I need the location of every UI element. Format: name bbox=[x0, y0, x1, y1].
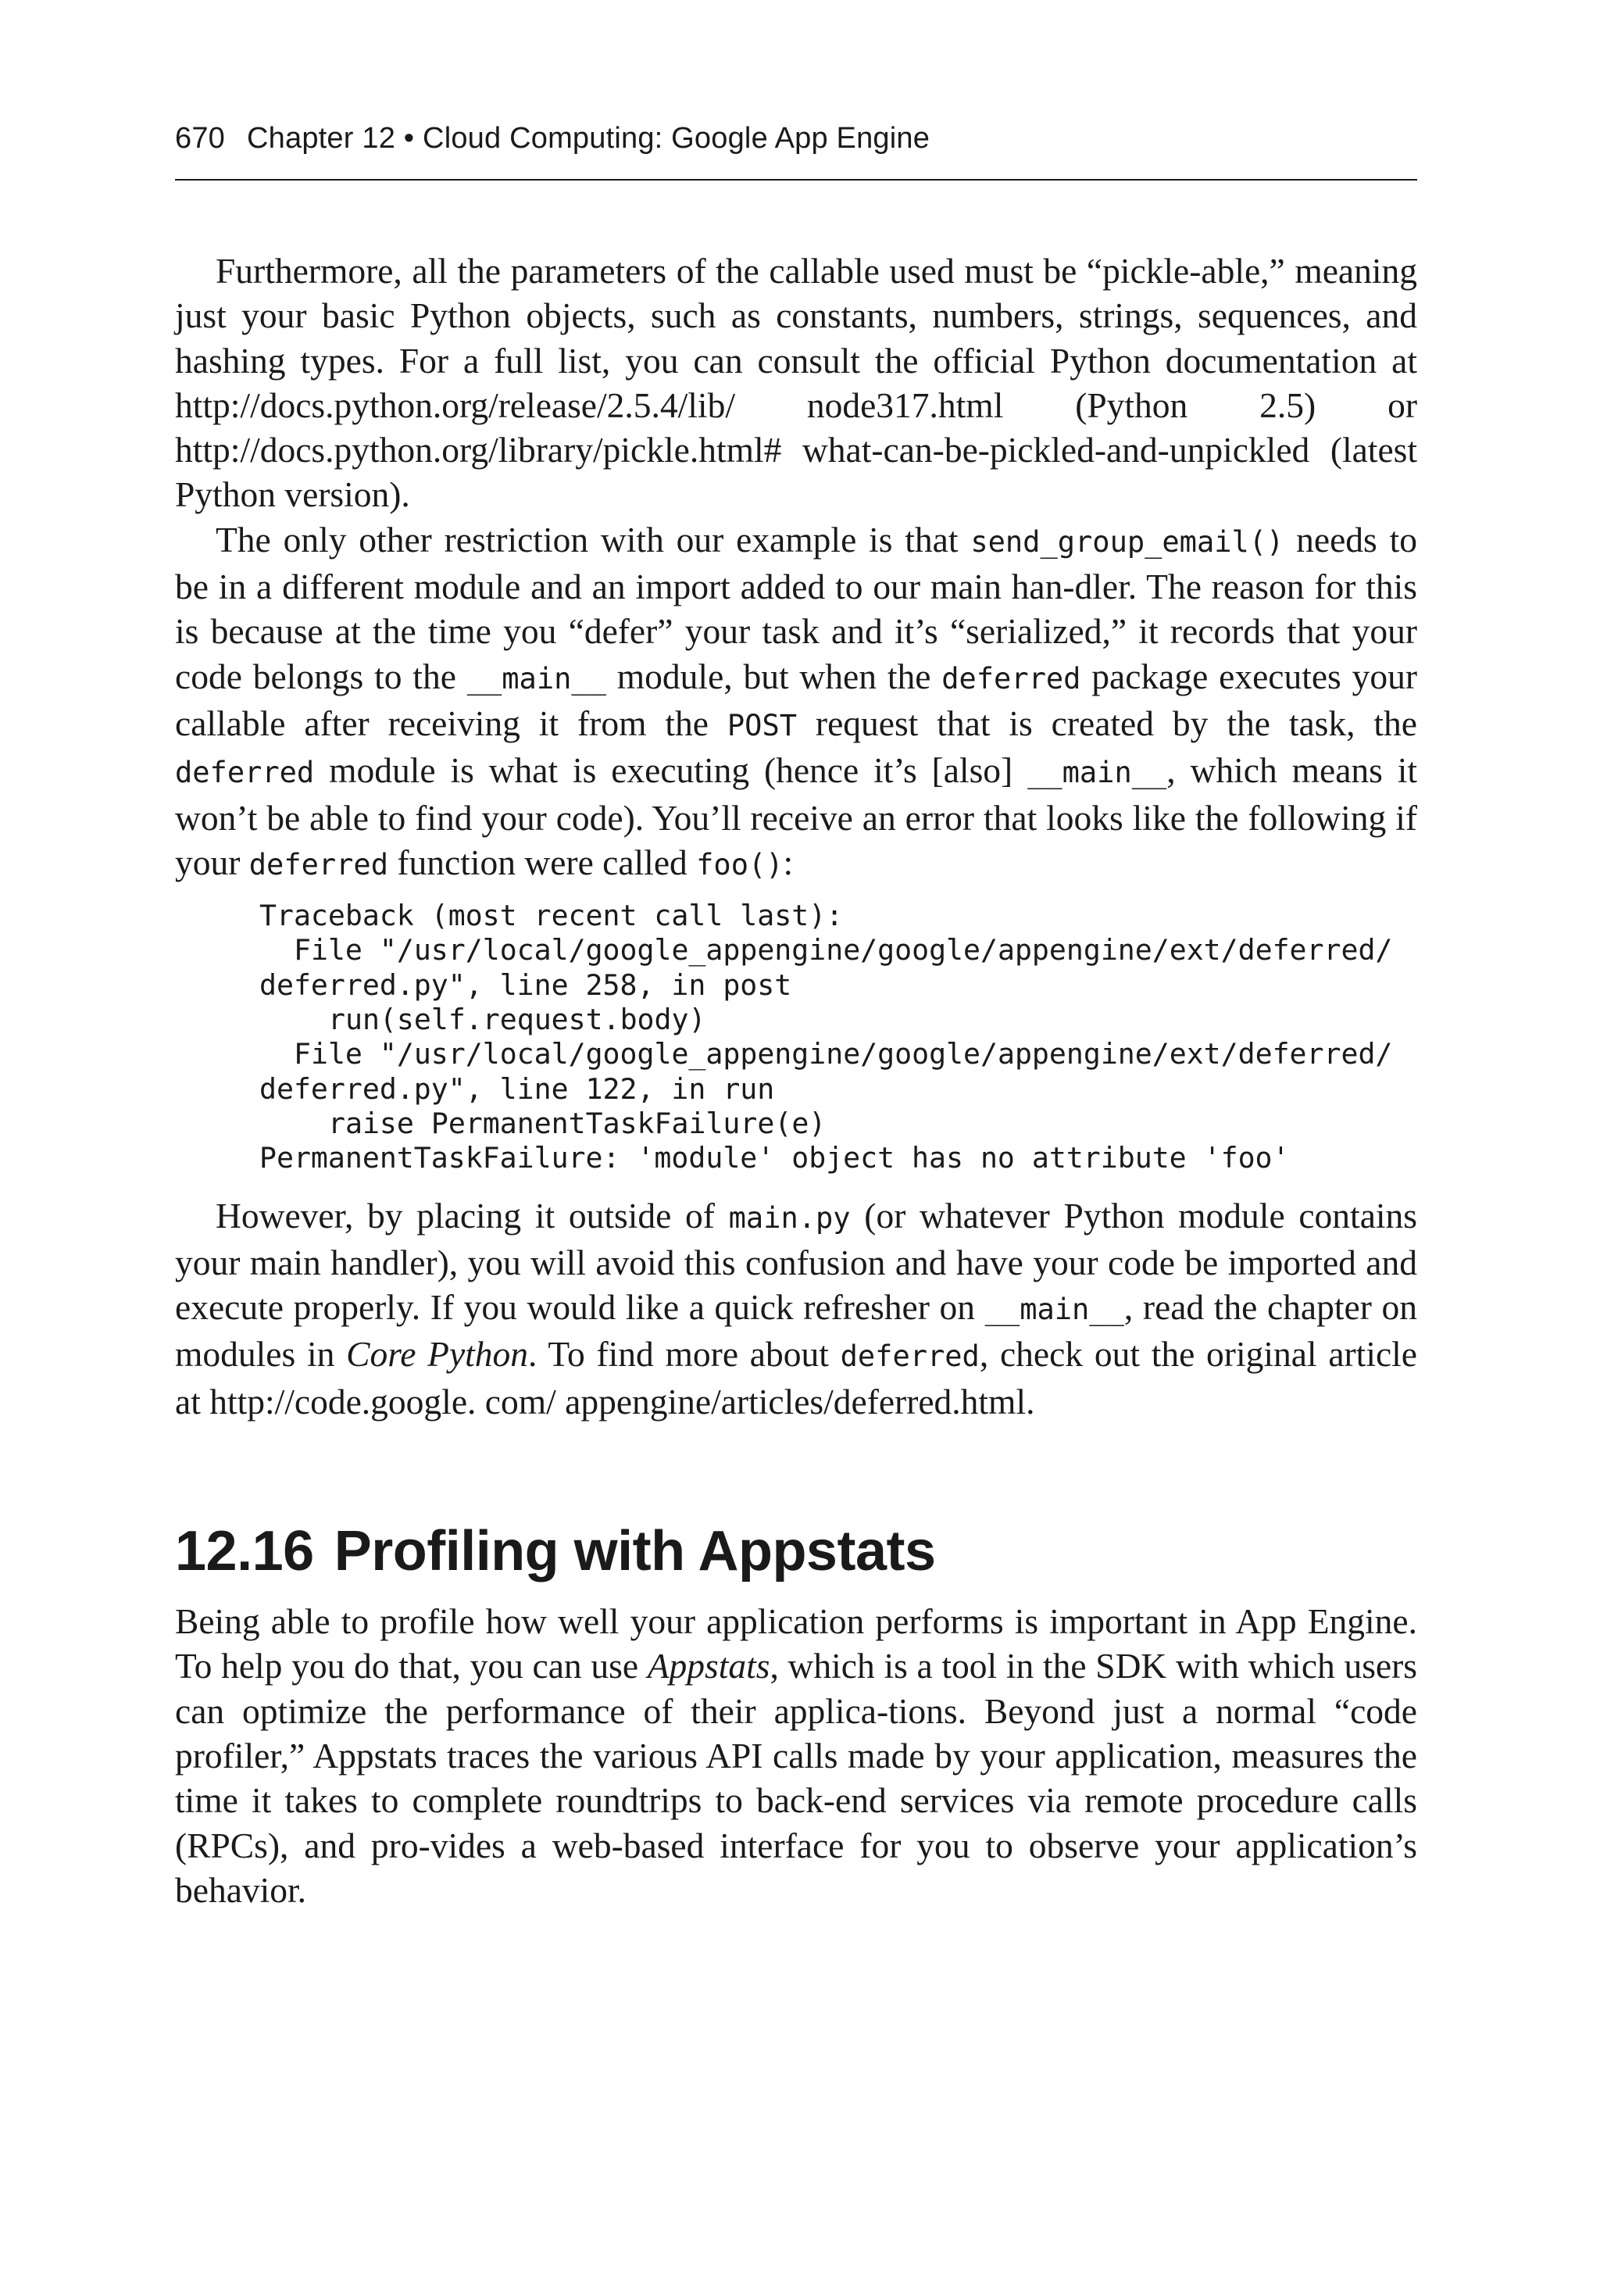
inline-code-send-group-email: send_group_email() bbox=[970, 524, 1284, 559]
chapter-title: Chapter 12 • Cloud Computing: Google App Engine bbox=[247, 122, 930, 155]
code-line: raise PermanentTaskFailure(e) bbox=[328, 1106, 827, 1140]
text-run: module is what is executing (hence it’s [also] bbox=[314, 750, 1028, 791]
inline-code-foo: foo() bbox=[696, 847, 784, 882]
text-run: , which is a tool in the SDK with which users can optimize the performance of their applica-tions. Beyond just a normal “code profiler,” Appstats traces the various API calls made by your application, measures the time it takes to complete roundtrips to back-end services via remote procedure calls (RPCs), and pro-vides a web-based interface for you to observe your application’s behavior. bbox=[175, 1646, 1417, 1910]
inline-code-post: POST bbox=[727, 708, 798, 742]
inline-code-deferred: deferred bbox=[941, 661, 1081, 696]
text-run: , which means it won’t be able to find your code). You’ll receive an error that looks like the following if your bbox=[175, 750, 1418, 882]
traceback-code-block bbox=[259, 899, 1417, 1175]
code-line: File "/usr/local/google_appengine/google/appengine/ext/deferred/ bbox=[294, 1037, 1393, 1071]
code-line: deferred.py", line 122, in run bbox=[259, 1071, 775, 1106]
page-number: 670 bbox=[175, 122, 226, 155]
code-line: PermanentTaskFailure: 'module' object has no attribute 'foo' bbox=[259, 1141, 1290, 1175]
page-body bbox=[175, 249, 1417, 1912]
text-run: : bbox=[783, 842, 794, 882]
inline-code-main: __main__ bbox=[1027, 756, 1167, 790]
text-run: The only other restriction with our example is that bbox=[216, 519, 971, 560]
code-line: File "/usr/local/google_appengine/google/appengine/ext/deferred/ bbox=[294, 933, 1393, 967]
code-line: deferred.py", line 258, in post bbox=[259, 967, 792, 1002]
code-line: Traceback (most recent call last): bbox=[259, 899, 844, 933]
section-title: Profiling with Appstats bbox=[334, 1520, 936, 1583]
paragraph-restriction bbox=[175, 517, 1417, 887]
text-run: function were called bbox=[388, 842, 697, 882]
text-run: However, by placing it outside of bbox=[216, 1195, 729, 1236]
inline-code-deferred: deferred bbox=[248, 847, 388, 882]
text-run: (or whatever Python module contains your main handler), you will avoid this confusion and have your code be imported and execute properly. If you would like a quick refresher on bbox=[175, 1195, 1417, 1328]
inline-code-main: __main__ bbox=[466, 661, 606, 696]
inline-code-main: __main__ bbox=[984, 1293, 1124, 1327]
term-appstats: Appstats bbox=[647, 1646, 770, 1686]
paragraph-pickleable: Furthermore, all the parameters of the callable used must be “pickle-able,” meaning just your basic Python objects, such as constants, numbers, strings, sequences, and hashing types. For a full list, you can consult the official Python documentation at http://docs.python.org/release/2.5.4/lib/ node317.html (Python 2.5) or http://docs.python.org/library/pickle.html# what-can-be-pickled-and-unpickled (latest Python version). bbox=[175, 251, 1417, 515]
section-heading bbox=[175, 1516, 1417, 1586]
book-title-core-python: Core Python bbox=[346, 1334, 529, 1375]
text-run: , read the chapter on modules in bbox=[175, 1287, 1417, 1375]
text-run: . To find more about bbox=[528, 1334, 841, 1375]
text-run: package executes your callable after receiving it from the bbox=[175, 656, 1417, 743]
text-run: needs to be in a different module and an import added to our main han-dler. The reason for this is because at the time you “defer” your task and it’s “serialized,” it records that your code belongs to the bbox=[175, 519, 1417, 696]
inline-code-deferred: deferred bbox=[175, 756, 315, 790]
inline-code-main-py: main.py bbox=[728, 1200, 851, 1235]
code-line: run(self.request.body) bbox=[328, 1003, 706, 1037]
text-run: Being able to profile how well your application performs is important in App Engine. To help you do that, you can use bbox=[175, 1601, 1417, 1686]
paragraph-appstats bbox=[175, 1599, 1417, 1912]
section-number: 12.16 bbox=[175, 1520, 314, 1583]
text-run: request that is created by the task, the bbox=[797, 703, 1418, 743]
inline-code-deferred: deferred bbox=[840, 1339, 980, 1374]
paragraph-placing-outside bbox=[175, 1193, 1417, 1424]
running-head bbox=[175, 122, 1417, 156]
text-run: , check out the original article at http://code.google. com/ appengine/articles/deferred.html. bbox=[175, 1334, 1417, 1422]
header-rule bbox=[175, 179, 1417, 181]
text-run: module, but when the bbox=[605, 656, 942, 696]
